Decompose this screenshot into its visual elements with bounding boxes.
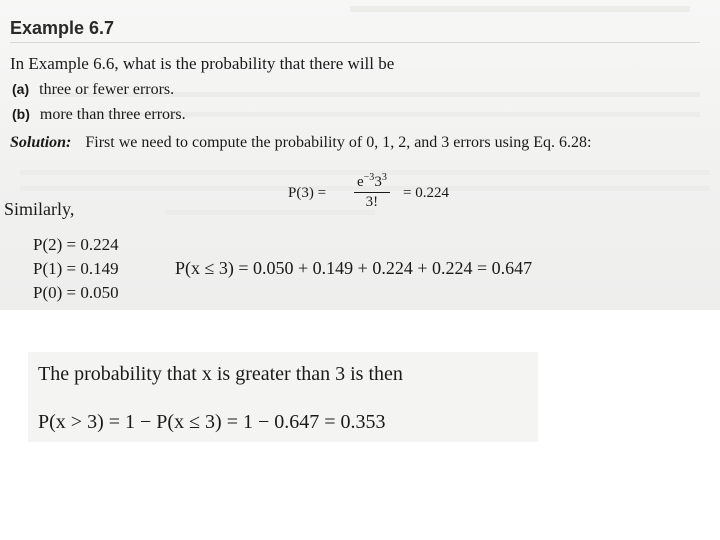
bleed-through-mark (165, 210, 375, 215)
p3-rhs: = 0.224 (403, 185, 449, 201)
title-rule (10, 42, 700, 43)
similarly-label: Similarly, (4, 199, 75, 219)
question-text: In Example 6.6, what is the probability that there will be (10, 54, 395, 73)
conclusion-text: The probability that x is greater than 3 is then (38, 363, 403, 385)
solution-text: First we need to compute the probability of 0, 1, 2, and 3 errors using Eq. 6.28: (85, 134, 592, 151)
part-b (12, 106, 186, 124)
example-title: Example 6.7 (10, 18, 115, 38)
part-a-text: three or fewer errors. (39, 81, 175, 98)
conclusion-equation: P(x > 3) = 1 − P(x ≤ 3) = 1 − 0.647 = 0.353 (38, 411, 386, 433)
prob-list (33, 233, 119, 305)
solution-line (10, 134, 592, 152)
part-b-label: (b) (12, 106, 30, 122)
sum-equation: P(x ≤ 3) = 0.050 + 0.149 + 0.224 + 0.224 = 0.647 (175, 258, 533, 278)
p3-lhs: P(3) = (288, 185, 327, 201)
p3-denominator: 3! (365, 194, 379, 210)
prob-p0: P(0) = 0.050 (33, 283, 119, 302)
p3-fraction (354, 172, 390, 211)
part-a-label: (a) (12, 81, 30, 97)
prob-p1: P(1) = 0.149 (33, 259, 119, 278)
prob-p2: P(2) = 0.224 (33, 235, 119, 254)
p3-numerator: $e^{-3}3^3$ (354, 172, 390, 193)
part-b-text: more than three errors. (39, 106, 186, 123)
solution-label: Solution: (10, 134, 72, 151)
part-a (12, 81, 174, 99)
bleed-through-mark (350, 6, 690, 12)
